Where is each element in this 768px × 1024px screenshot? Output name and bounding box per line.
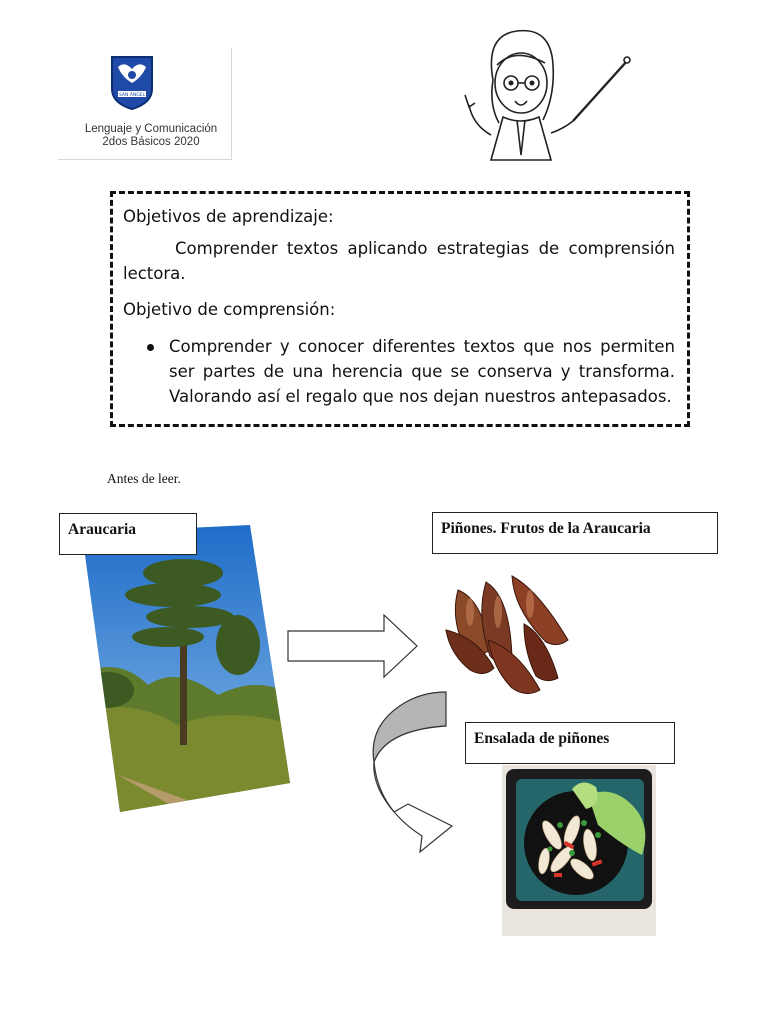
learning-objective-text: Comprender textos aplicando estrategias de comprensión lectora. [123, 239, 675, 283]
pinones-label: Piñones. Frutos de la Araucaria [432, 512, 718, 554]
bullet-icon [147, 344, 154, 351]
objectives-box [110, 191, 690, 427]
subject-line-1: Lenguaje y Comunicación [84, 123, 218, 135]
ensalada-label: Ensalada de piñones [465, 722, 675, 764]
curved-arrow-icon [366, 690, 456, 855]
comprehension-objective-heading: Objetivo de comprensión: [123, 300, 336, 319]
school-crest-icon [108, 53, 156, 111]
comprehension-list-item [123, 334, 675, 409]
before-reading-label: Antes de leer. [107, 471, 181, 486]
ensalada-photo [502, 765, 656, 936]
right-arrow-icon [286, 613, 420, 679]
araucaria-label: Araucaria [59, 513, 197, 555]
subject-label [76, 123, 226, 149]
araucaria-photo [78, 525, 293, 815]
learning-objectives-heading: Objetivos de aprendizaje: [123, 207, 334, 226]
comprehension-objective-text: Comprender y conocer diferentes textos que nos permiten ser partes de una herencia que se conserva y transforma. Valorando así el regalo que nos dejan nuestros antepasados. [169, 337, 675, 406]
logo-text: SAN ÁNGEL [118, 93, 146, 98]
subject-line-2: 2dos Básicos 2020 [102, 136, 200, 148]
teacher-illustration [455, 25, 645, 165]
pinones-photo [428, 560, 578, 700]
school-header [58, 48, 232, 160]
